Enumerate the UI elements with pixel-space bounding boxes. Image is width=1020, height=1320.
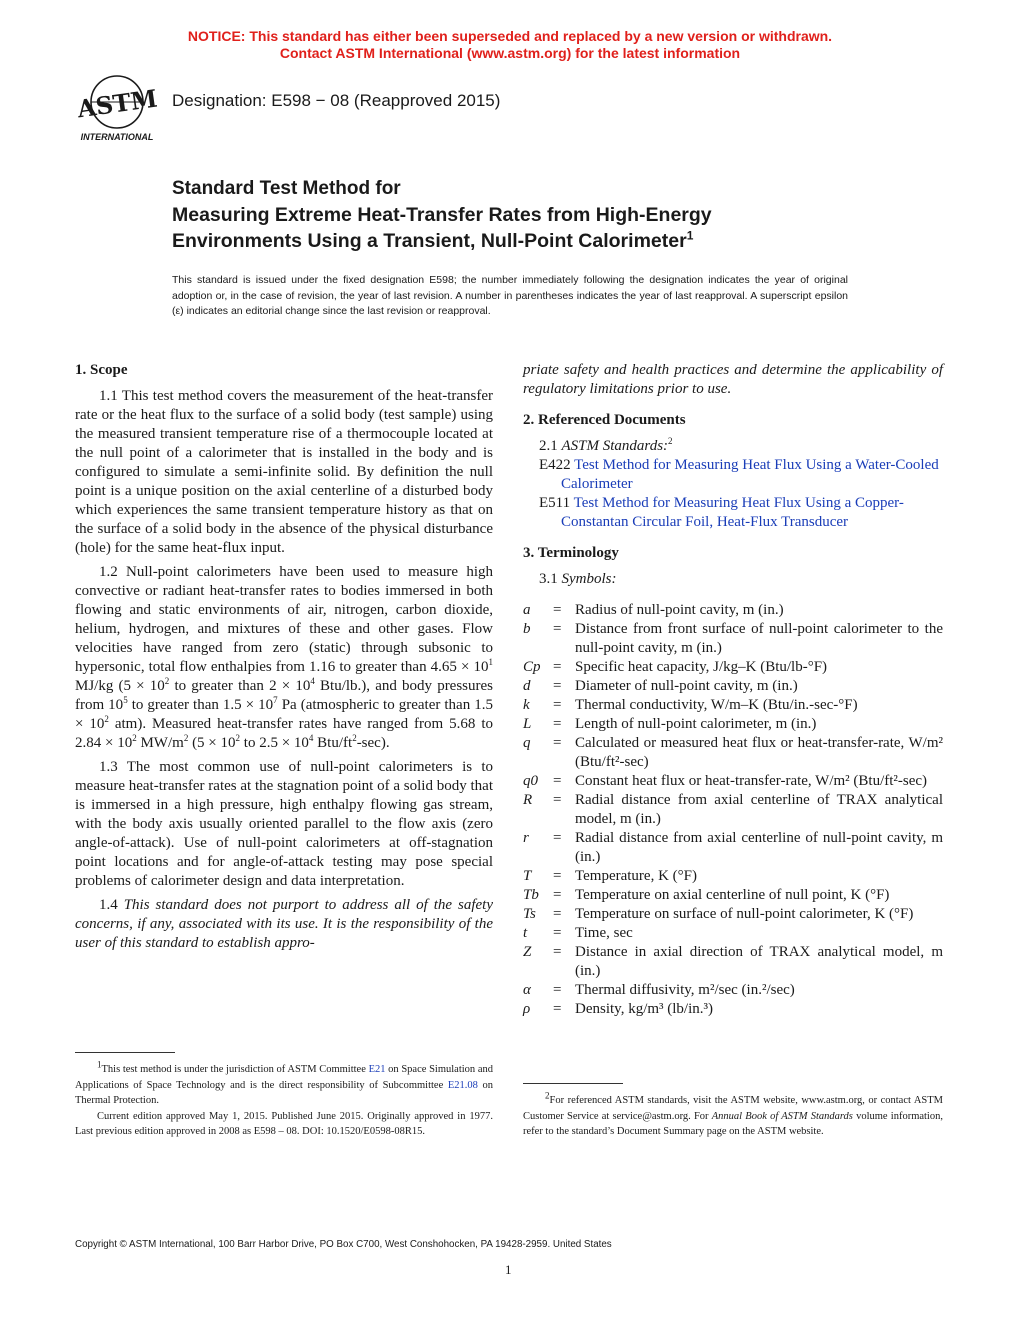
scope-1-4-continued: priate safety and health practices and determine the applicability of regulatory limitations prior to use. xyxy=(523,362,943,397)
symbol-definition: Radial distance from axial centerline of TRAX analytical model, m (in.) xyxy=(575,792,943,827)
symbol: q xyxy=(523,735,531,751)
astm-logo xyxy=(72,72,162,144)
scope-1-4: 1.4 This standard does not purport to address all of the safety concerns, if any, associated with its use. It is the responsibility of the user of this standard to establish appro- xyxy=(75,897,494,951)
symbol-definition: Radius of null-point cavity, m (in.) xyxy=(575,602,784,618)
right-column xyxy=(523,361,943,1019)
symbol-definition: Distance from front surface of null-point calorimeter to the null-point cavity, m (in.) xyxy=(575,621,943,656)
symbol-definition: Length of null-point calorimeter, m (in.) xyxy=(575,716,817,732)
symbol: t xyxy=(523,925,528,941)
equals-sign: = xyxy=(553,659,562,675)
symbol-definition: Diameter of null-point cavity, m (in.) xyxy=(575,678,798,694)
ref-item-e422[interactable]: E422 Test Method for Measuring Heat Flux Using a Water-Cooled Calorimeter xyxy=(539,457,939,492)
symbol-row xyxy=(523,620,943,658)
designation: Designation: E598 − 08 (Reapproved 2015) xyxy=(172,91,501,110)
symbol-definition: Thermal diffusivity, m²/sec (in.²/sec) xyxy=(575,982,795,998)
equals-sign: = xyxy=(553,716,562,732)
equals-sign: = xyxy=(553,868,562,884)
equals-sign: = xyxy=(553,621,562,637)
title-line-3: Environments Using a Transient, Null-Point Calorimeter$^1$ xyxy=(172,228,694,252)
footnote-rule-left xyxy=(75,1052,175,1053)
equals-sign: = xyxy=(553,887,562,903)
notice-line-1: NOTICE: This standard has either been superseded and replaced by a new version or withdrawn. xyxy=(187,28,833,44)
page-number: 1 xyxy=(505,1262,512,1277)
link-e21-08[interactable]: E21.08 xyxy=(447,1079,478,1091)
refdocs-heading: 2. Referenced Documents xyxy=(523,412,686,428)
symbol: Tb xyxy=(523,887,539,903)
footnote-1: $^1$This test method is under the jurisdiction of ASTM Committee E21 on Space Simulation and Applications of Space Technology and is the direct responsibility of Subcommittee E21.08 on Thermal Protection. Current edition approved May 1, 2015. Published June 2015. Originally approved in 1977. Last previous edition approved in 2008 as E598 – 08. DOI: 10.1520/E0598-08R15. xyxy=(75,1059,493,1137)
symbol: b xyxy=(523,621,531,637)
symbol: L xyxy=(523,716,532,732)
symbol-row xyxy=(523,905,943,924)
symbol: d xyxy=(523,678,531,694)
symbol-row xyxy=(523,981,943,1000)
title-line-2: Measuring Extreme Heat-Transfer Rates from High-Energy xyxy=(172,204,712,226)
title-line-1: Standard Test Method for xyxy=(172,178,401,199)
symbol-definition: Temperature on surface of null-point calorimeter, K (°F) xyxy=(575,906,914,922)
symbol: Cp xyxy=(523,659,541,675)
symbol: α xyxy=(523,982,531,998)
symbol-definition: Distance in axial direction of TRAX analytical model, m (in.) xyxy=(575,944,943,979)
supersession-notice xyxy=(0,28,1020,62)
symbol-row xyxy=(523,867,943,886)
equals-sign: = xyxy=(553,602,562,618)
symbol-definition: Temperature, K (°F) xyxy=(575,868,697,884)
equals-sign: = xyxy=(553,697,562,713)
symbol-definition: Temperature on axial centerline of null point, K (°F) xyxy=(575,887,890,903)
symbol: a xyxy=(523,602,531,618)
terminology-heading: 3. Terminology xyxy=(523,545,619,561)
equals-sign: = xyxy=(553,906,562,922)
symbol-row xyxy=(523,658,943,677)
equals-sign: = xyxy=(553,678,562,694)
symbol: r xyxy=(523,830,529,846)
symbol-definition: Time, sec xyxy=(575,925,633,941)
footnote-2: $^2$For referenced ASTM standards, visit the ASTM website, www.astm.org, or contact ASTM Customer Service at service@astm.org. For Annual Book of ASTM Standards volume information, refer to the standard’s Document Summary page on the ASTM website. xyxy=(523,1090,943,1137)
ref-item-e511[interactable]: E511 Test Method for Measuring Heat Flux Using a Copper-Constantan Circular Foil, Heat-Flux Transducer xyxy=(539,495,904,530)
symbol-row xyxy=(523,696,943,715)
footnote-rule-right xyxy=(523,1083,623,1084)
symbol: k xyxy=(523,697,530,713)
symbol-definition: Thermal conductivity, W/m–K (Btu/in.-sec-°F) xyxy=(575,697,858,713)
terminology-subheading: 3.1 Symbols: xyxy=(539,571,617,587)
symbol: R xyxy=(523,792,533,808)
symbol: q0 xyxy=(523,773,538,789)
symbol-definition: Calculated or measured heat flux or heat-transfer-rate, W/m² (Btu/ft²-sec) xyxy=(575,735,943,770)
logo-text: ASTM xyxy=(75,83,160,124)
left-column xyxy=(75,361,493,958)
logo-subtext: INTERNATIONAL xyxy=(80,132,154,142)
symbol: Ts xyxy=(523,906,536,922)
symbol-row xyxy=(523,924,943,943)
link-e21[interactable]: E21 xyxy=(368,1064,386,1075)
symbol-definition: Radial distance from axial centerline of null-point cavity, m (in.) xyxy=(575,830,943,865)
symbol-row xyxy=(523,715,943,734)
symbol-definition: Specific heat capacity, J/kg–K (Btu/lb-°F) xyxy=(575,659,828,675)
scope-1-2: 1.2 Null-point calorimeters have been used to measure high convective or radiant heat-transfer rates to bodies immersed in both flowing and static environments of air, nitrogen, carbon dioxide, helium, hydrogen, and mixtures of these and other gases. Flow velocities have ranged from zero (static) through subsonic to hypersonic, total flow enthalpies from 1.16 to greater than $4.65 \times 10^1$ MJ/kg ($5 \times 10^2$ to greater than $2 \times 10^4$ Btu/lb.), and body pressures from $10^5$ to greater than $1.5 \times 10^7$ Pa (atmospheric to greater than $1.5 \times 10^2$ atm). Measured heat-transfer rates have ranged from 5.68 to $2.84 \times 10^2$ $MW/m^2$ ($5 \times 10^2$ to $2.5 \times 10^4$ Btu/$ft^2-\sec$). xyxy=(75,564,494,751)
symbol-row xyxy=(523,677,943,696)
scope-heading: 1. Scope xyxy=(75,362,128,378)
symbol-row xyxy=(523,886,943,905)
symbol-row xyxy=(523,943,943,981)
symbol: Z xyxy=(523,944,532,960)
equals-sign: = xyxy=(553,1001,562,1017)
equals-sign: = xyxy=(553,735,562,751)
equals-sign: = xyxy=(553,982,562,998)
copyright-footer: Copyright © ASTM International, 100 Barr Harbor Drive, PO Box C700, West Conshohocken, PA 19428-2959. United States xyxy=(75,1239,612,1250)
equals-sign: = xyxy=(553,773,562,789)
symbol-row xyxy=(523,601,943,620)
symbol-row xyxy=(523,1000,943,1019)
symbol-definition: Constant heat flux or heat-transfer-rate, W/m² (Btu/ft²-sec) xyxy=(575,773,928,789)
symbol-row xyxy=(523,791,943,829)
equals-sign: = xyxy=(553,925,562,941)
equals-sign: = xyxy=(553,830,562,846)
scope-1-3: 1.3 The most common use of null-point calorimeters is to measure heat-transfer rates at the stagnation point of a solid body that is immersed in a high pressure, high enthalpy flowing gas stream, with the body axis usually oriented parallel to the flow axis (zero angle-of-attack). Use of null-point calorimeters at off-stagnation point locations and for angle-of-attack testing may pose special problems of calorimeter design and data interpretation. xyxy=(75,759,493,889)
notice-line-2: Contact ASTM International (www.astm.org) for the latest information xyxy=(279,45,741,61)
symbol-row xyxy=(523,772,943,791)
symbol-definition: Density, kg/m³ (lb/in.³) xyxy=(575,1001,714,1017)
equals-sign: = xyxy=(553,944,562,960)
equals-sign: = xyxy=(553,792,562,808)
symbol-row xyxy=(523,734,943,772)
intro-paragraph: This standard is issued under the fixed designation E598; the number immediately following the designation indicates the year of original adoption or, in the case of revision, the year of last revision. A number in parentheses indicates the year of last reapproval. A superscript epsilon (ε) indicates an editorial change since the last revision or reapproval. xyxy=(172,274,848,317)
refdocs-subheading: 2.1 ASTM Standards:$^2$ xyxy=(539,436,673,454)
document-title xyxy=(172,176,892,254)
scope-1-1: 1.1 This test method covers the measurement of the heat-transfer rate or the heat flux to the surface of a solid body (test sample) using the measured transient temperature rise of a thermocouple located at the null point of a calorimeter that is installed in the body and is configured to simulate a semi-infinite solid. By definition the null point is a unique position on the axial centerline of a disturbed body which experiences the same transient temperature history as that on the surface of a solid body in the absence of the physical disturbance (hole) for the same heat-flux input. xyxy=(75,388,493,556)
symbol-row xyxy=(523,829,943,867)
symbol-list xyxy=(523,601,943,1019)
symbol: ρ xyxy=(523,1001,531,1017)
symbol: T xyxy=(523,868,532,884)
